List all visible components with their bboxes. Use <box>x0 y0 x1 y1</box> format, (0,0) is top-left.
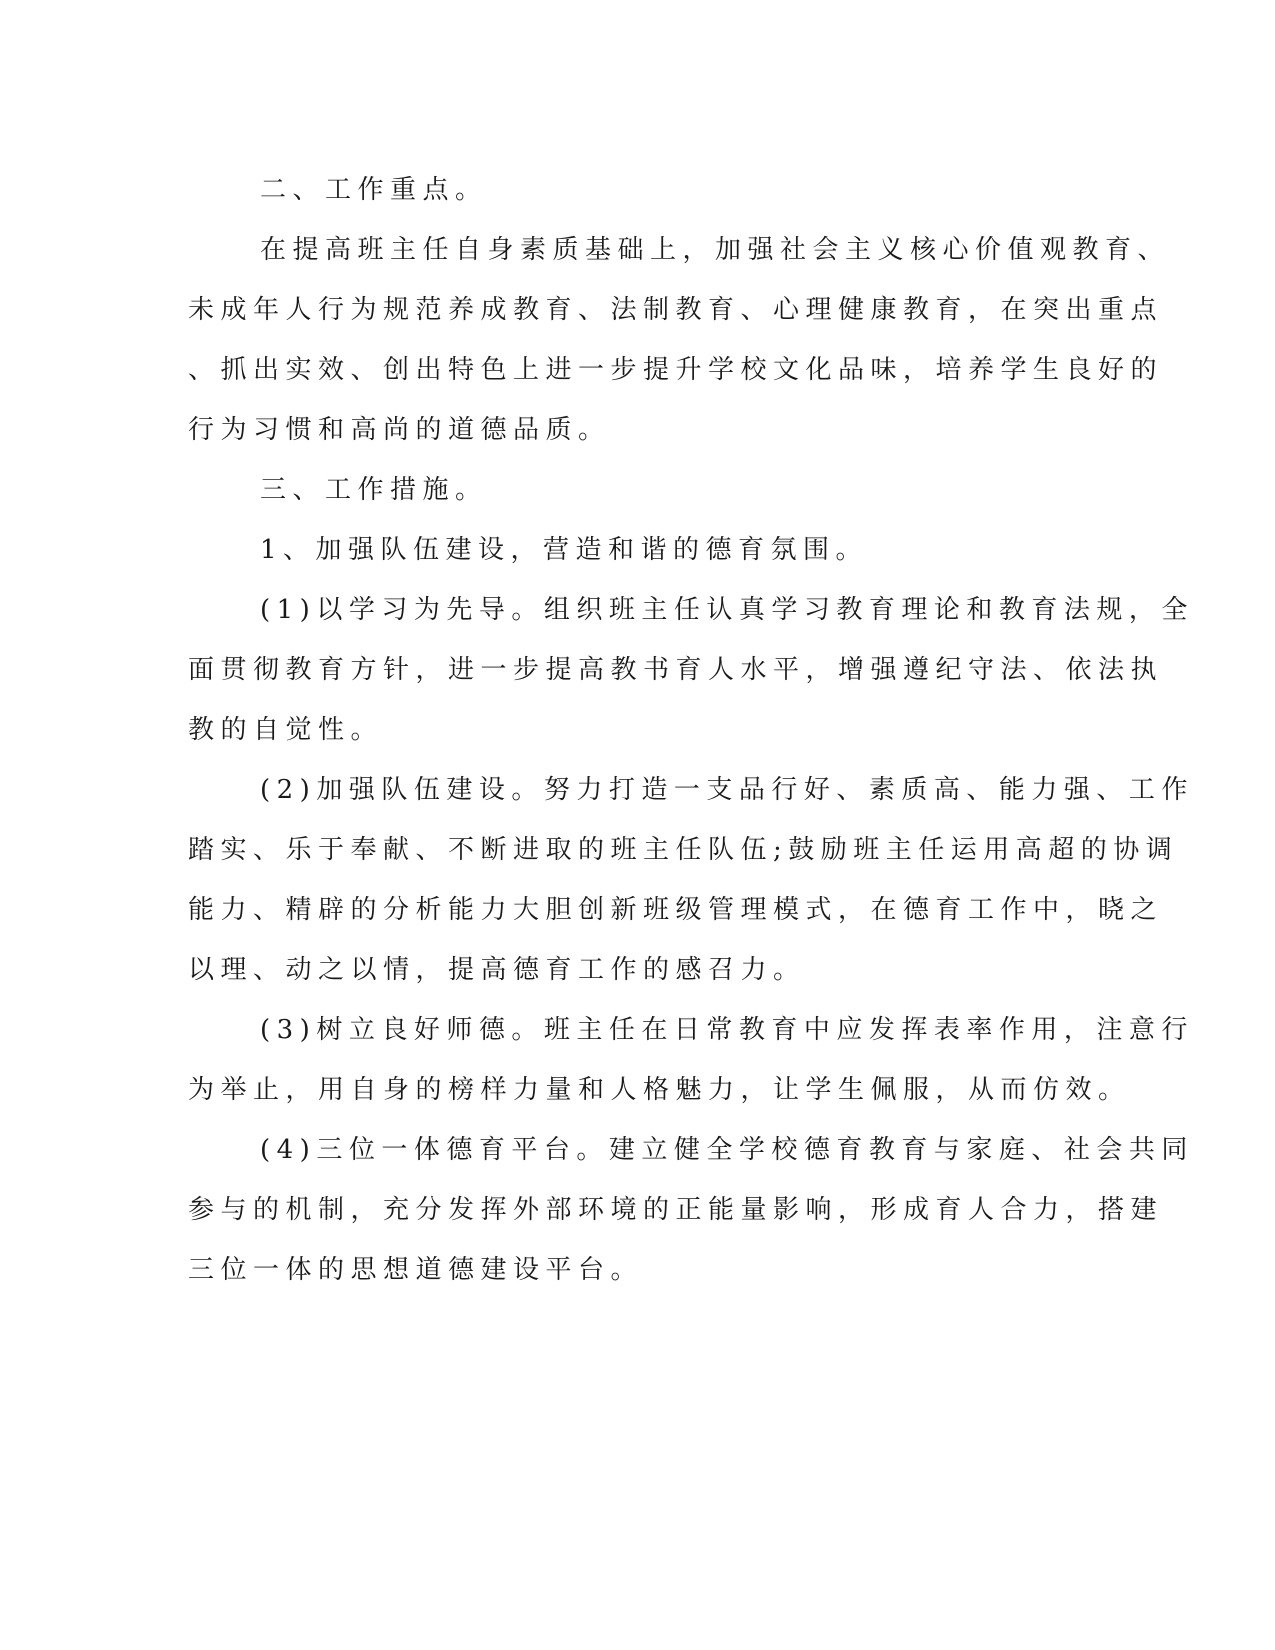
text-line: (4)三位一体德育平台。建立健全学校德育教育与家庭、社会共同 <box>260 1135 1194 1165</box>
paragraph-work-focus <box>188 220 1171 460</box>
text-line: 教的自觉性。 <box>188 715 384 745</box>
text-line: (3)树立良好师德。班主任在日常教育中应发挥表率作用，注意行 <box>260 1015 1194 1045</box>
section-heading-work-focus <box>188 160 1068 220</box>
text-line: 三位一体的思想道德建设平台。 <box>188 1255 644 1285</box>
text-line: 行为习惯和高尚的道德品质。 <box>188 415 611 445</box>
text-line: 、抓出实效、创出特色上进一步提升学校文化品味，培养学生良好的 <box>188 355 1164 385</box>
paragraph-item-4 <box>188 1120 1194 1300</box>
paragraph-item-3 <box>188 1000 1194 1120</box>
section-heading-work-measures <box>188 460 1068 520</box>
text-line: 未成年人行为规范养成教育、法制教育、心理健康教育，在突出重点 <box>188 295 1164 325</box>
text-line: 三、工作措施。 <box>260 475 488 505</box>
text-line: 以理、动之以情，提高德育工作的感召力。 <box>188 955 806 985</box>
text-line: 二、工作重点。 <box>260 175 488 205</box>
text-line: 1、加强队伍建设，营造和谐的德育氛围。 <box>260 535 869 565</box>
text-line: 能力、精辟的分析能力大胆创新班级管理模式，在德育工作中，晓之 <box>188 895 1164 925</box>
subheading-measure-1 <box>188 520 1068 580</box>
paragraph-item-1 <box>188 580 1194 760</box>
paragraph-item-2 <box>188 760 1194 1000</box>
text-line: 面贯彻教育方针，进一步提高教书育人水平，增强遵纪守法、依法执 <box>188 655 1164 685</box>
text-line: 参与的机制，充分发挥外部环境的正能量影响，形成育人合力，搭建 <box>188 1195 1164 1225</box>
text-line: (1)以学习为先导。组织班主任认真学习教育理论和教育法规，全 <box>260 595 1194 625</box>
text-line: 踏实、乐于奉献、不断进取的班主任队伍;鼓励班主任运用高超的协调 <box>188 835 1179 865</box>
text-line: 在提高班主任自身素质基础上，加强社会主义核心价值观教育、 <box>260 235 1171 265</box>
document-body <box>188 160 1194 1300</box>
text-line: (2)加强队伍建设。努力打造一支品行好、素质高、能力强、工作 <box>260 775 1194 805</box>
text-line: 为举止，用自身的榜样力量和人格魅力，让学生佩服，从而仿效。 <box>188 1075 1131 1105</box>
